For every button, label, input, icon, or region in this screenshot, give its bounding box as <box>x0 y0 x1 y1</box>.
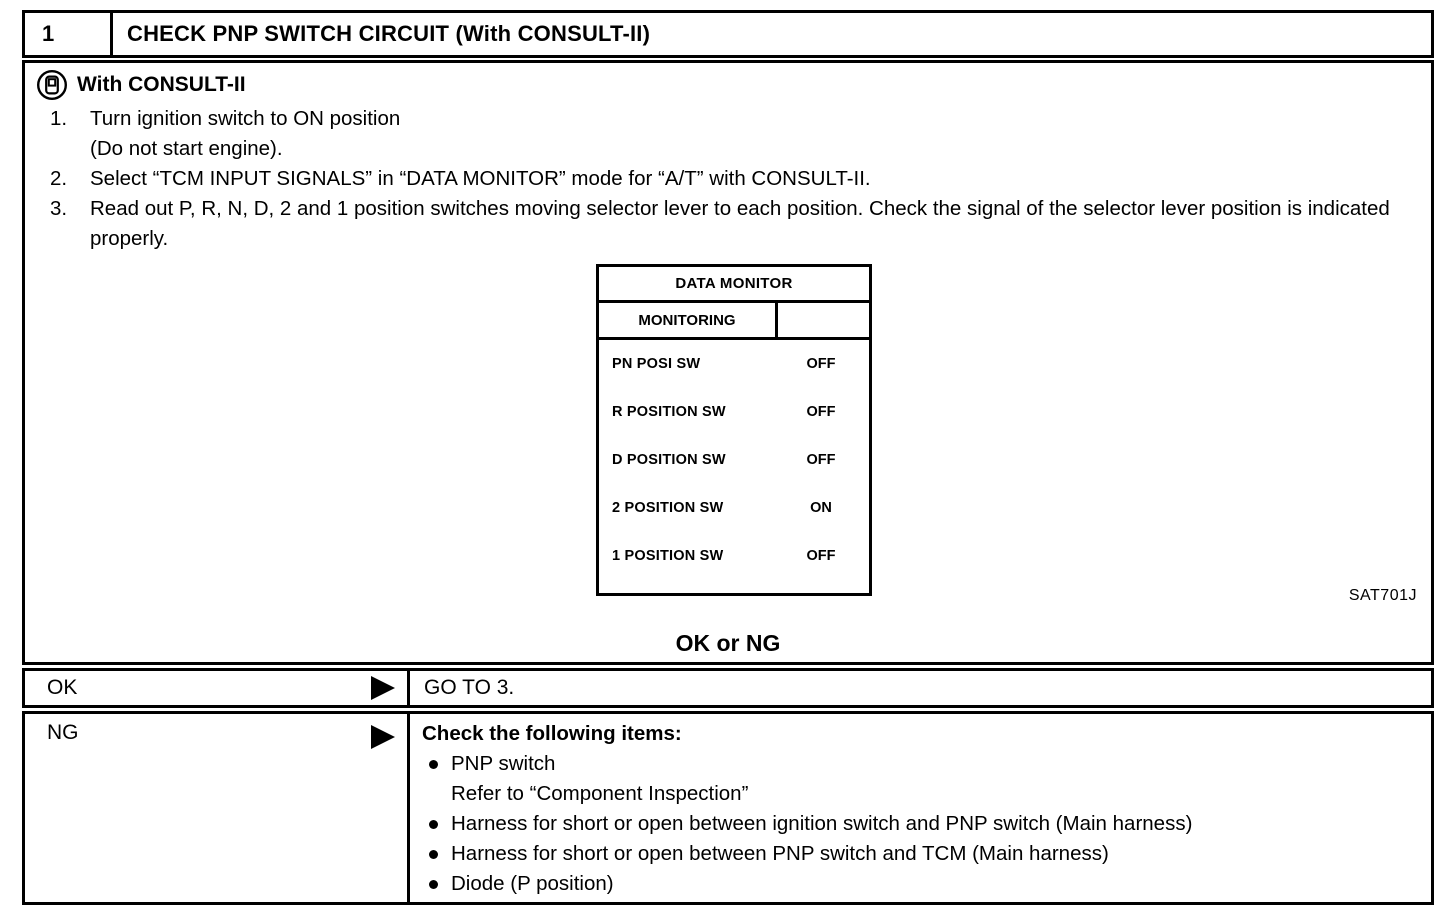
ng-item-text: Harness for short or open between PNP switch and TCM (Main harness) <box>451 842 1109 865</box>
procedure-header-row <box>22 10 1434 58</box>
procedure-step-number: 1 <box>25 13 113 55</box>
monitor-row <box>599 436 869 484</box>
monitoring-column-header: MONITORING <box>638 311 736 329</box>
ok-result-row <box>22 668 1434 708</box>
ng-result-row <box>22 711 1434 905</box>
signal-label: D POSITION SW <box>612 452 726 468</box>
result-prompt: OK or NG <box>675 630 781 656</box>
signal-value: OFF <box>806 404 836 420</box>
instruction-steps <box>25 103 1431 254</box>
ok-action-text: GO TO 3. <box>424 676 515 699</box>
signal-label: 2 POSITION SW <box>612 500 724 516</box>
ok-label: OK <box>47 676 78 699</box>
step-1-line-1: Turn ignition switch to ON position <box>90 107 401 130</box>
step-1-text <box>90 104 1417 164</box>
monitor-row <box>599 484 869 532</box>
step-3-number: 3. <box>50 197 68 220</box>
signal-value: OFF <box>806 356 836 372</box>
signal-value: OFF <box>806 548 836 564</box>
ng-action-cell <box>410 714 1431 902</box>
monitor-row <box>599 340 869 388</box>
ok-label-cell <box>25 671 410 705</box>
ng-label-cell <box>25 714 410 902</box>
figure-code: SAT701J <box>1348 587 1417 604</box>
step-2-text: Select “TCM INPUT SIGNALS” in “DATA MONITOR” mode for “A/T” with CONSULT-II. <box>90 167 871 190</box>
step-1-line-2: (Do not start engine). <box>90 137 283 160</box>
ng-item-text: Harness for short or open between ignition switch and PNP switch (Main harness) <box>451 812 1193 835</box>
arrow-right-icon <box>371 725 395 749</box>
data-monitor-column-header-row <box>599 303 869 340</box>
bullet-icon <box>429 850 438 859</box>
signal-value: ON <box>810 500 832 516</box>
step-1-number: 1. <box>50 107 68 130</box>
bullet-icon <box>429 880 438 889</box>
ng-check-item <box>422 809 1421 839</box>
ng-item-text: PNP switch <box>451 752 556 775</box>
bullet-icon <box>429 820 438 829</box>
bullet-icon <box>429 760 438 769</box>
consult-tool-icon <box>36 69 68 101</box>
step-2 <box>50 164 1417 194</box>
ng-item-text: Diode (P position) <box>451 872 614 895</box>
consult-label: With CONSULT-II <box>77 73 246 96</box>
ng-check-item <box>422 869 1421 899</box>
arrow-right-icon <box>371 676 395 700</box>
monitor-row <box>599 532 869 580</box>
signal-label: 1 POSITION SW <box>612 548 724 564</box>
procedure-body <box>22 60 1434 665</box>
value-column-header <box>775 303 869 337</box>
ng-heading: Check the following items: <box>422 722 682 745</box>
signal-value: OFF <box>806 452 836 468</box>
signal-label: PN POSI SW <box>612 356 701 372</box>
step-3 <box>50 194 1417 254</box>
data-monitor-figure <box>596 264 872 596</box>
step-2-number: 2. <box>50 167 68 190</box>
ng-check-item-note <box>422 779 1421 809</box>
step-3-text: Read out P, R, N, D, 2 and 1 position switches moving selector lever to each position. Check the signal of the selector lever position is indicated properly. <box>90 197 1390 250</box>
ng-label: NG <box>47 721 79 744</box>
data-monitor-rows <box>599 340 869 580</box>
step-1 <box>50 104 1417 164</box>
ok-action-cell <box>410 671 1431 705</box>
procedure-title: CHECK PNP SWITCH CIRCUIT (With CONSULT-II) <box>127 21 651 46</box>
data-monitor-title: DATA MONITOR <box>599 267 869 303</box>
ng-check-item <box>422 839 1421 869</box>
ng-check-item <box>422 749 1421 779</box>
monitor-row <box>599 388 869 436</box>
ng-item-text: Refer to “Component Inspection” <box>451 782 749 805</box>
consult-label-line <box>25 63 1431 103</box>
signal-label: R POSITION SW <box>612 404 726 420</box>
